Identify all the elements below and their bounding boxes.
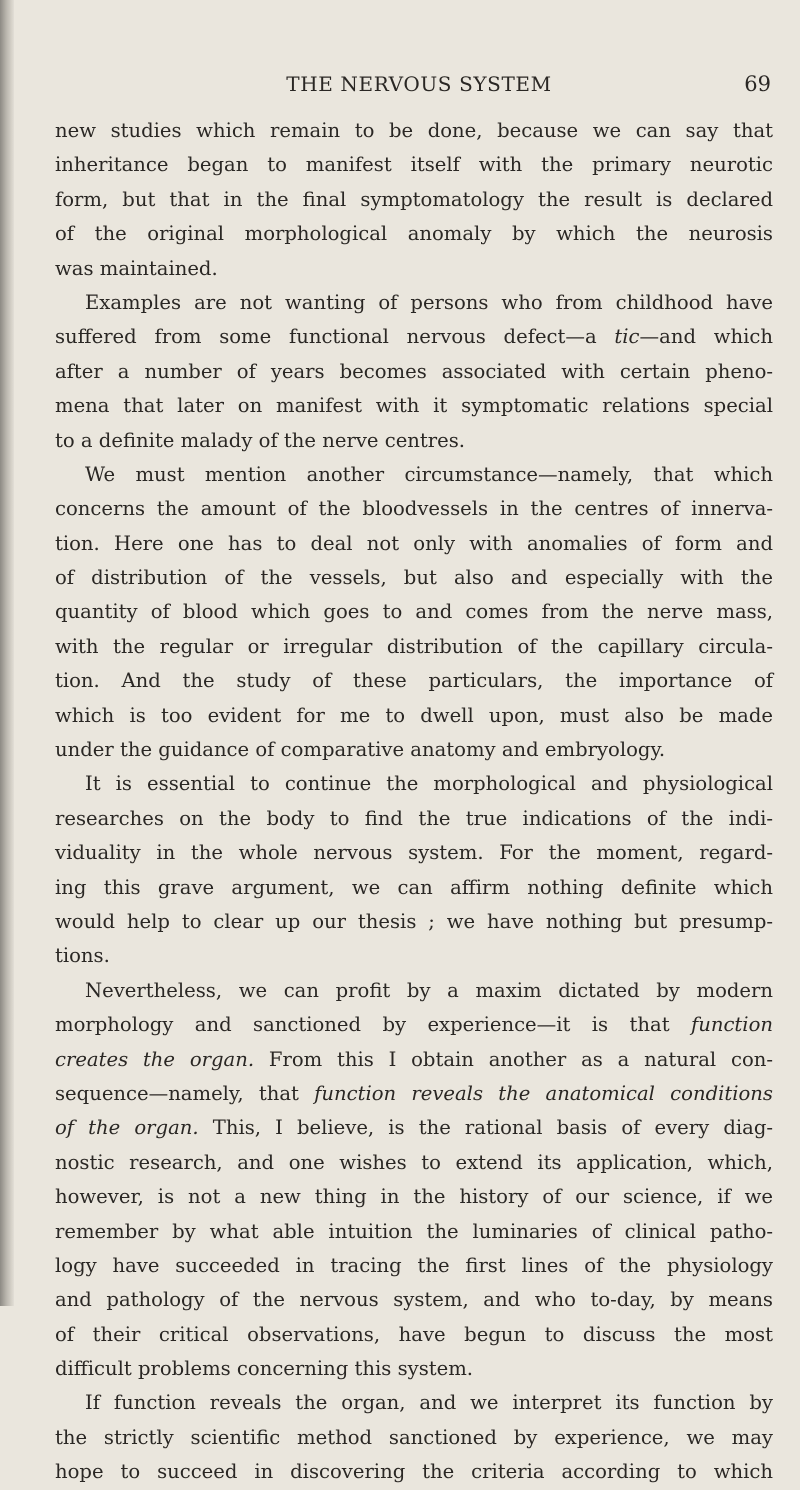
italic-maxim-function: function bbox=[690, 1013, 773, 1037]
text-line-3: form, but that in the final symptomatology the result is declared bbox=[55, 187, 773, 211]
text-line-39: the strictly scientific method sanctioned by experience, we may bbox=[55, 1425, 773, 1449]
text-line-27 bbox=[55, 1008, 773, 1042]
text-line-5: was maintained. bbox=[55, 256, 218, 280]
text-line-18: which is too evident for me to dwell upon, must also be made bbox=[55, 703, 773, 727]
text-line-30-part-2: This, I believe, is the rational basis of every diag- bbox=[198, 1116, 773, 1140]
text-line-22: viduality in the whole nervous system. For the moment, regard- bbox=[55, 841, 773, 865]
text-line-7-part-2: —and which bbox=[639, 325, 773, 349]
text-line-23: ing this grave argument, we can affirm nothing definite which bbox=[55, 875, 773, 899]
text-line-4: of the original morphological anomaly by which the neurosis bbox=[55, 222, 773, 246]
text-line-17: tion. And the study of these particulars, the importance of bbox=[55, 669, 773, 693]
text-line-31: nostic research, and one wishes to extend its application, which, bbox=[55, 1150, 773, 1174]
text-line-36: of their critical observations, have begun to discuss the most bbox=[55, 1322, 773, 1346]
italic-term-tic: tic bbox=[614, 325, 640, 349]
text-line-8: after a number of years becomes associated with certain pheno- bbox=[55, 359, 773, 383]
text-line-28-part-2: From this I obtain another as a natural con- bbox=[254, 1047, 773, 1071]
text-line-38: If function reveals the organ, and we interpret its function by bbox=[85, 1391, 773, 1415]
text-line-14: of distribution of the vessels, but also and especially with the bbox=[55, 566, 773, 590]
running-title: THE NERVOUS SYSTEM bbox=[286, 72, 552, 96]
text-line-21: researches on the body to find the true indications of the indi- bbox=[55, 806, 773, 830]
text-line-10: to a definite malady of the nerve centres. bbox=[55, 428, 466, 452]
text-line-34: logy have succeeded in tracing the first lines of the physiology bbox=[55, 1253, 773, 1277]
text-line-15: quantity of blood which goes to and comes from the nerve mass, bbox=[55, 600, 773, 624]
text-line-19: under the guidance of comparative anatomy and embryology. bbox=[55, 738, 666, 762]
text-line-27-part-1: morphology and sanctioned by experience—it is that bbox=[55, 1013, 691, 1037]
text-line-11: We must mention another circumstance—namely, that which bbox=[85, 462, 773, 486]
italic-maxim-of-the-organ: of the organ. bbox=[55, 1116, 199, 1140]
text-line-20: It is essential to continue the morphological and physiological bbox=[85, 772, 773, 796]
text-line-29 bbox=[55, 1077, 773, 1111]
text-line-7-part-1: suffered from some functional nervous defect—a bbox=[55, 325, 615, 349]
text-line-40: hope to succeed in discovering the criteria according to which bbox=[55, 1460, 773, 1484]
text-line-7 bbox=[55, 320, 773, 354]
page-number: 69 bbox=[744, 72, 771, 96]
text-line-26: Nevertheless, we can profit by a maxim dictated by modern bbox=[85, 978, 773, 1002]
italic-maxim-function-reveals: function reveals the anatomical conditions bbox=[314, 1081, 773, 1105]
book-page bbox=[55, 58, 773, 1490]
text-line-2: inheritance began to manifest itself with the primary neurotic bbox=[55, 153, 773, 177]
text-line-6: Examples are not wanting of persons who from childhood have bbox=[85, 290, 773, 314]
text-line-30 bbox=[55, 1111, 773, 1145]
text-line-37: difficult problems concerning this system. bbox=[55, 1357, 474, 1381]
text-line-32: however, is not a new thing in the history of our science, if we bbox=[55, 1185, 773, 1209]
text-line-29-part-1: sequence—namely, that bbox=[55, 1081, 315, 1105]
text-line-9: mena that later on manifest with it symptomatic relations special bbox=[55, 394, 773, 418]
text-line-28 bbox=[55, 1043, 773, 1077]
text-line-35: and pathology of the nervous system, and who to-day, by means bbox=[55, 1288, 773, 1312]
text-line-1: new studies which remain to be done, because we can say that bbox=[55, 119, 773, 142]
text-line-33: remember by what able intuition the luminaries of clinical patho- bbox=[55, 1219, 773, 1243]
running-head bbox=[55, 58, 773, 102]
body-text bbox=[55, 114, 773, 1490]
text-line-24: would help to clear up our thesis ; we have nothing but presump- bbox=[55, 909, 773, 933]
italic-maxim-creates-organ: creates the organ. bbox=[55, 1047, 255, 1071]
text-line-16: with the regular or irregular distribution of the capillary circula- bbox=[55, 634, 773, 658]
text-line-12: concerns the amount of the bloodvessels in the centres of innerva- bbox=[55, 497, 773, 521]
book-spine-shadow bbox=[0, 0, 14, 1306]
text-line-25: tions. bbox=[55, 944, 110, 968]
text-line-13: tion. Here one has to deal not only with anomalies of form and bbox=[55, 531, 773, 555]
